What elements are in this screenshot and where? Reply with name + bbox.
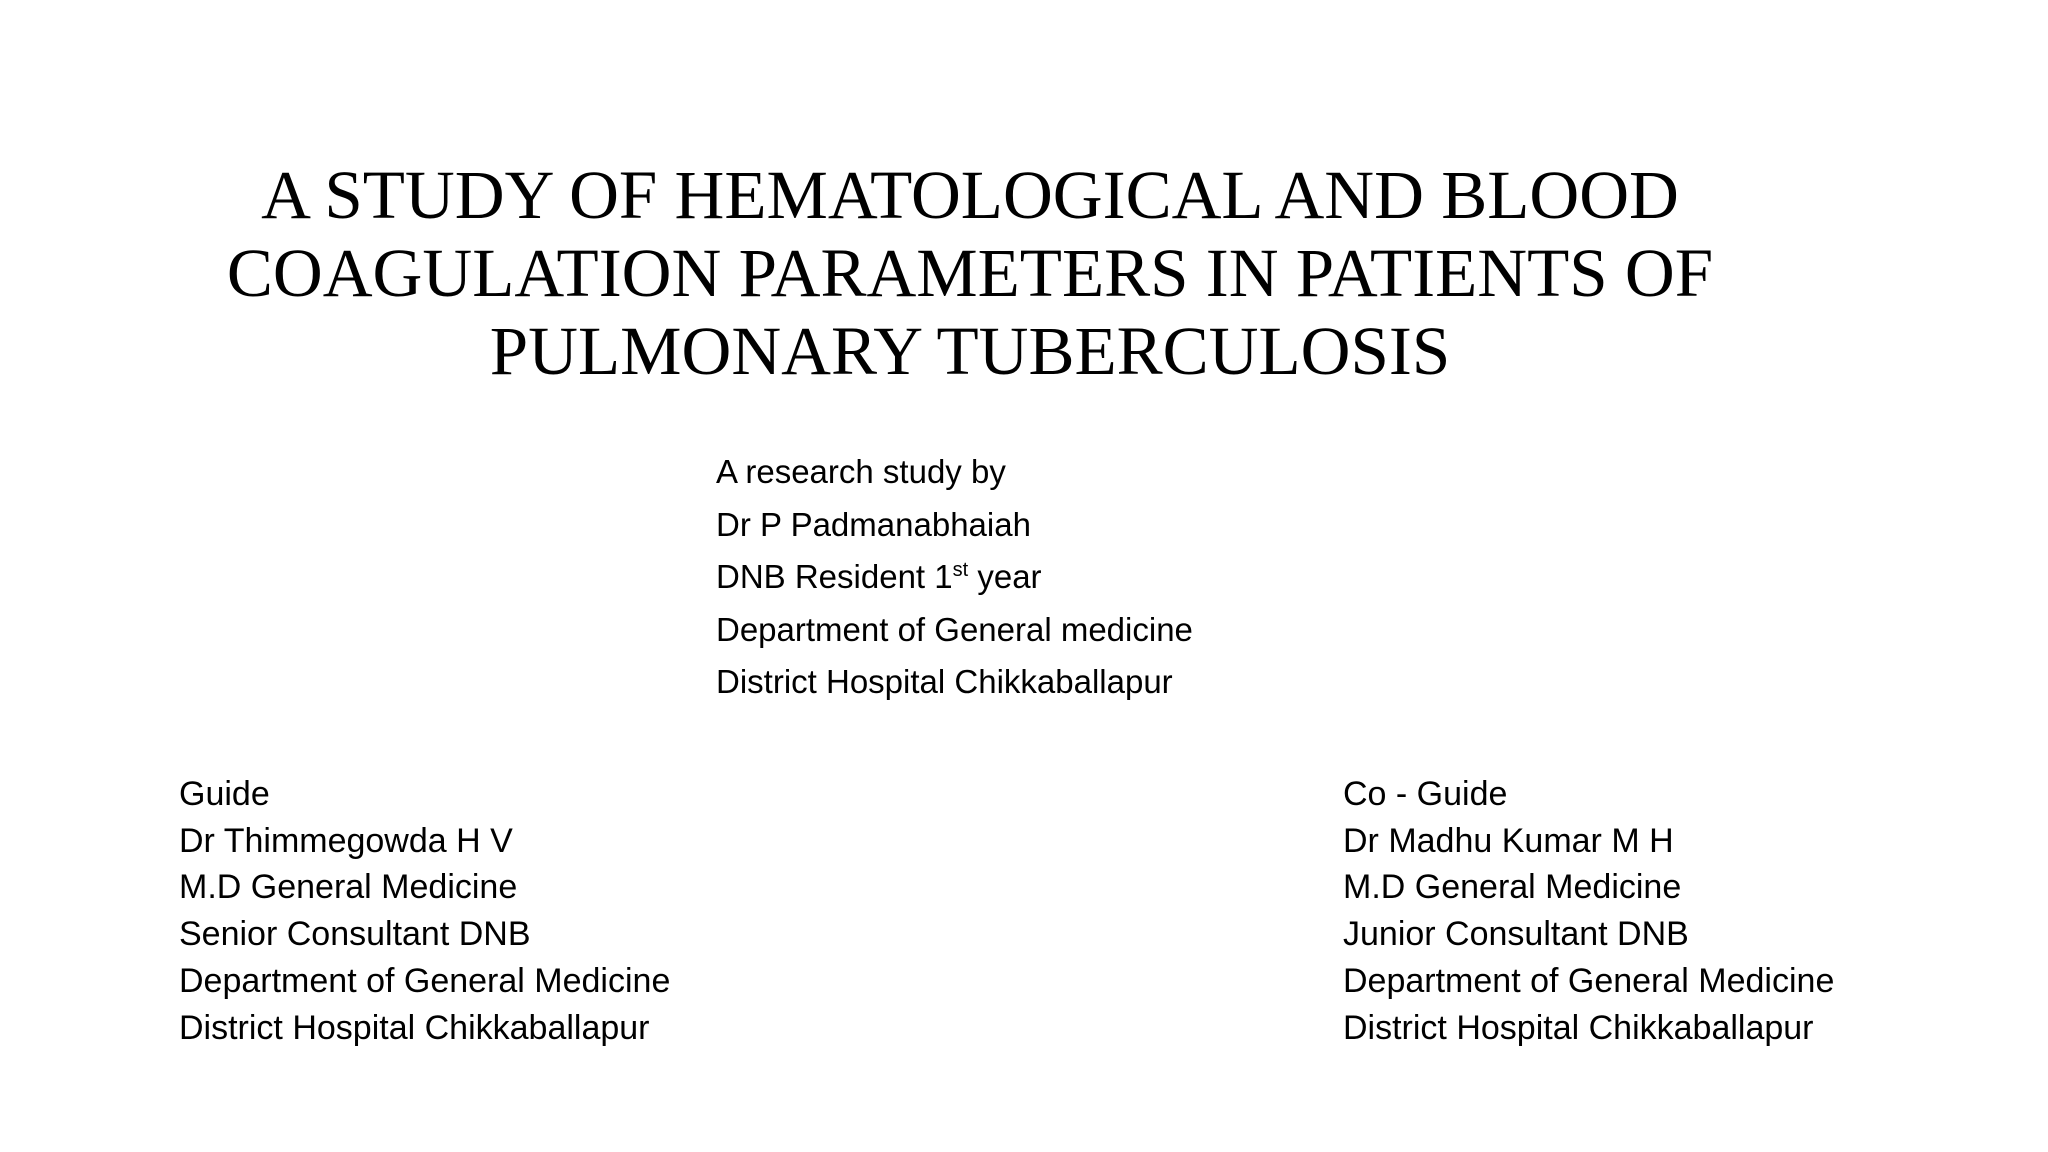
guide-designation: Senior Consultant DNB <box>179 915 531 954</box>
coguide-block <box>1343 771 1834 1051</box>
guide-hospital: District Hospital Chikkaballapur <box>179 1008 650 1047</box>
author-position-ordinal: st <box>952 559 969 581</box>
coguide-hospital: District Hospital Chikkaballapur <box>1343 1008 1814 1047</box>
coguide-department: Department of General Medicine <box>1343 961 1835 1000</box>
guide-block <box>179 771 670 1051</box>
guide-degree: M.D General Medicine <box>179 868 518 907</box>
coguide-heading: Co - Guide <box>1343 775 1508 813</box>
author-position <box>716 551 1193 604</box>
author-name: Dr P Padmanabhaiah <box>716 505 1031 543</box>
title-line-3: PULMONARY TUBERCULOSIS <box>489 313 1451 389</box>
author-department: Department of General medicine <box>716 610 1193 648</box>
guide-name: Dr Thimmegowda H V <box>179 821 513 860</box>
coguide-name: Dr Madhu Kumar M H <box>1343 821 1674 860</box>
author-block <box>716 446 1193 709</box>
author-position-suffix: year <box>968 558 1042 595</box>
guide-department: Department of General Medicine <box>179 961 671 1000</box>
title-line-1: A STUDY OF HEMATOLOGICAL AND BLOOD <box>261 157 1679 233</box>
slide-title <box>150 156 1790 390</box>
author-hospital: District Hospital Chikkaballapur <box>716 663 1173 700</box>
author-intro: A research study by <box>716 453 1006 490</box>
coguide-designation: Junior Consultant DNB <box>1343 915 1689 954</box>
coguide-degree: M.D General Medicine <box>1343 868 1682 907</box>
author-position-prefix: DNB Resident 1 <box>716 558 953 595</box>
title-line-2: COAGULATION PARAMETERS IN PATIENTS OF <box>226 235 1714 311</box>
guide-heading: Guide <box>179 775 270 813</box>
